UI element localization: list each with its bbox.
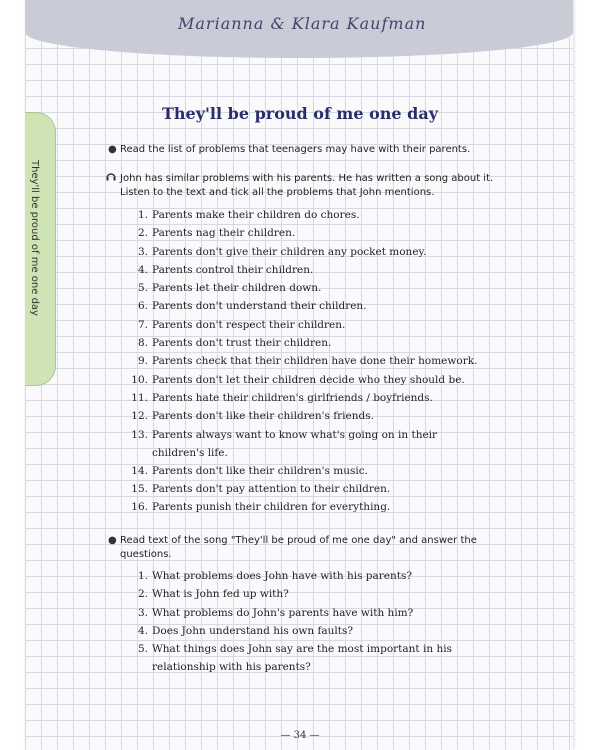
page-title: They'll be proud of me one day	[162, 104, 438, 123]
list-item: 10. Parents don't let their children decide who they should be.	[131, 373, 465, 386]
instruction-1	[108, 143, 520, 157]
questions-list	[130, 567, 530, 676]
list-item: 12. Parents don't like their children's friends.	[131, 410, 374, 423]
problems-list	[130, 206, 530, 516]
authors-heading: Marianna & Klara Kaufman	[178, 14, 427, 33]
list-item: 2. Parents nag their children.	[137, 227, 296, 240]
bullet-icon: ●	[108, 535, 117, 546]
headphones-icon	[106, 171, 116, 181]
list-item: 3. Parents don't give their children any pocket money.	[137, 245, 427, 258]
list-item: 4. Parents control their children.	[137, 263, 314, 276]
list-item: 13. Parents always want to know what's going on in their children's life.	[131, 428, 438, 459]
side-tab-label: They'll be proud of me one day	[29, 160, 40, 316]
list-item: 7. Parents don't respect their children.	[137, 318, 346, 331]
list-item: 9. Parents check that their children have done their homework.	[137, 355, 478, 368]
list-item: 16. Parents punish their children for everything.	[131, 501, 391, 514]
list-item: 8. Parents don't trust their children.	[137, 337, 332, 350]
bullet-icon: ●	[108, 144, 117, 155]
list-item: 3. What problems do John's parents have with him?	[137, 606, 414, 619]
list-item: 15. Parents don't pay attention to their children.	[131, 482, 391, 495]
instruction-1-text: Read the list of problems that teenagers may have with their parents.	[120, 144, 471, 155]
list-item: 6. Parents don't understand their children.	[137, 300, 367, 313]
list-item: 1. What problems does John have with his parents?	[137, 570, 413, 582]
list-item: 14. Parents don't like their children's music.	[131, 464, 368, 477]
instruction-3-text: Read text of the song "They'll be proud of me one day" and answer the questions.	[120, 535, 477, 560]
list-item: 5. What things does John say are the most important in his relationship with his parents?	[137, 643, 452, 674]
instruction-2-text: John has similar problems with his parents. He has written a song about it. Listen to the text and tick all the problems that John mentions.	[120, 173, 494, 198]
instruction-3	[108, 534, 520, 562]
list-item: 2. What is John fed up with?	[137, 588, 289, 601]
list-item: 11. Parents hate their children's girlfriends / boyfriends.	[131, 391, 433, 404]
list-item: 4. Does John understand his own faults?	[137, 624, 354, 637]
instruction-2	[120, 172, 520, 200]
list-item: 1. Parents make their children do chores.	[137, 209, 360, 221]
page-number: — 34 —	[280, 730, 320, 741]
list-item: 5. Parents let their children down.	[137, 282, 322, 295]
